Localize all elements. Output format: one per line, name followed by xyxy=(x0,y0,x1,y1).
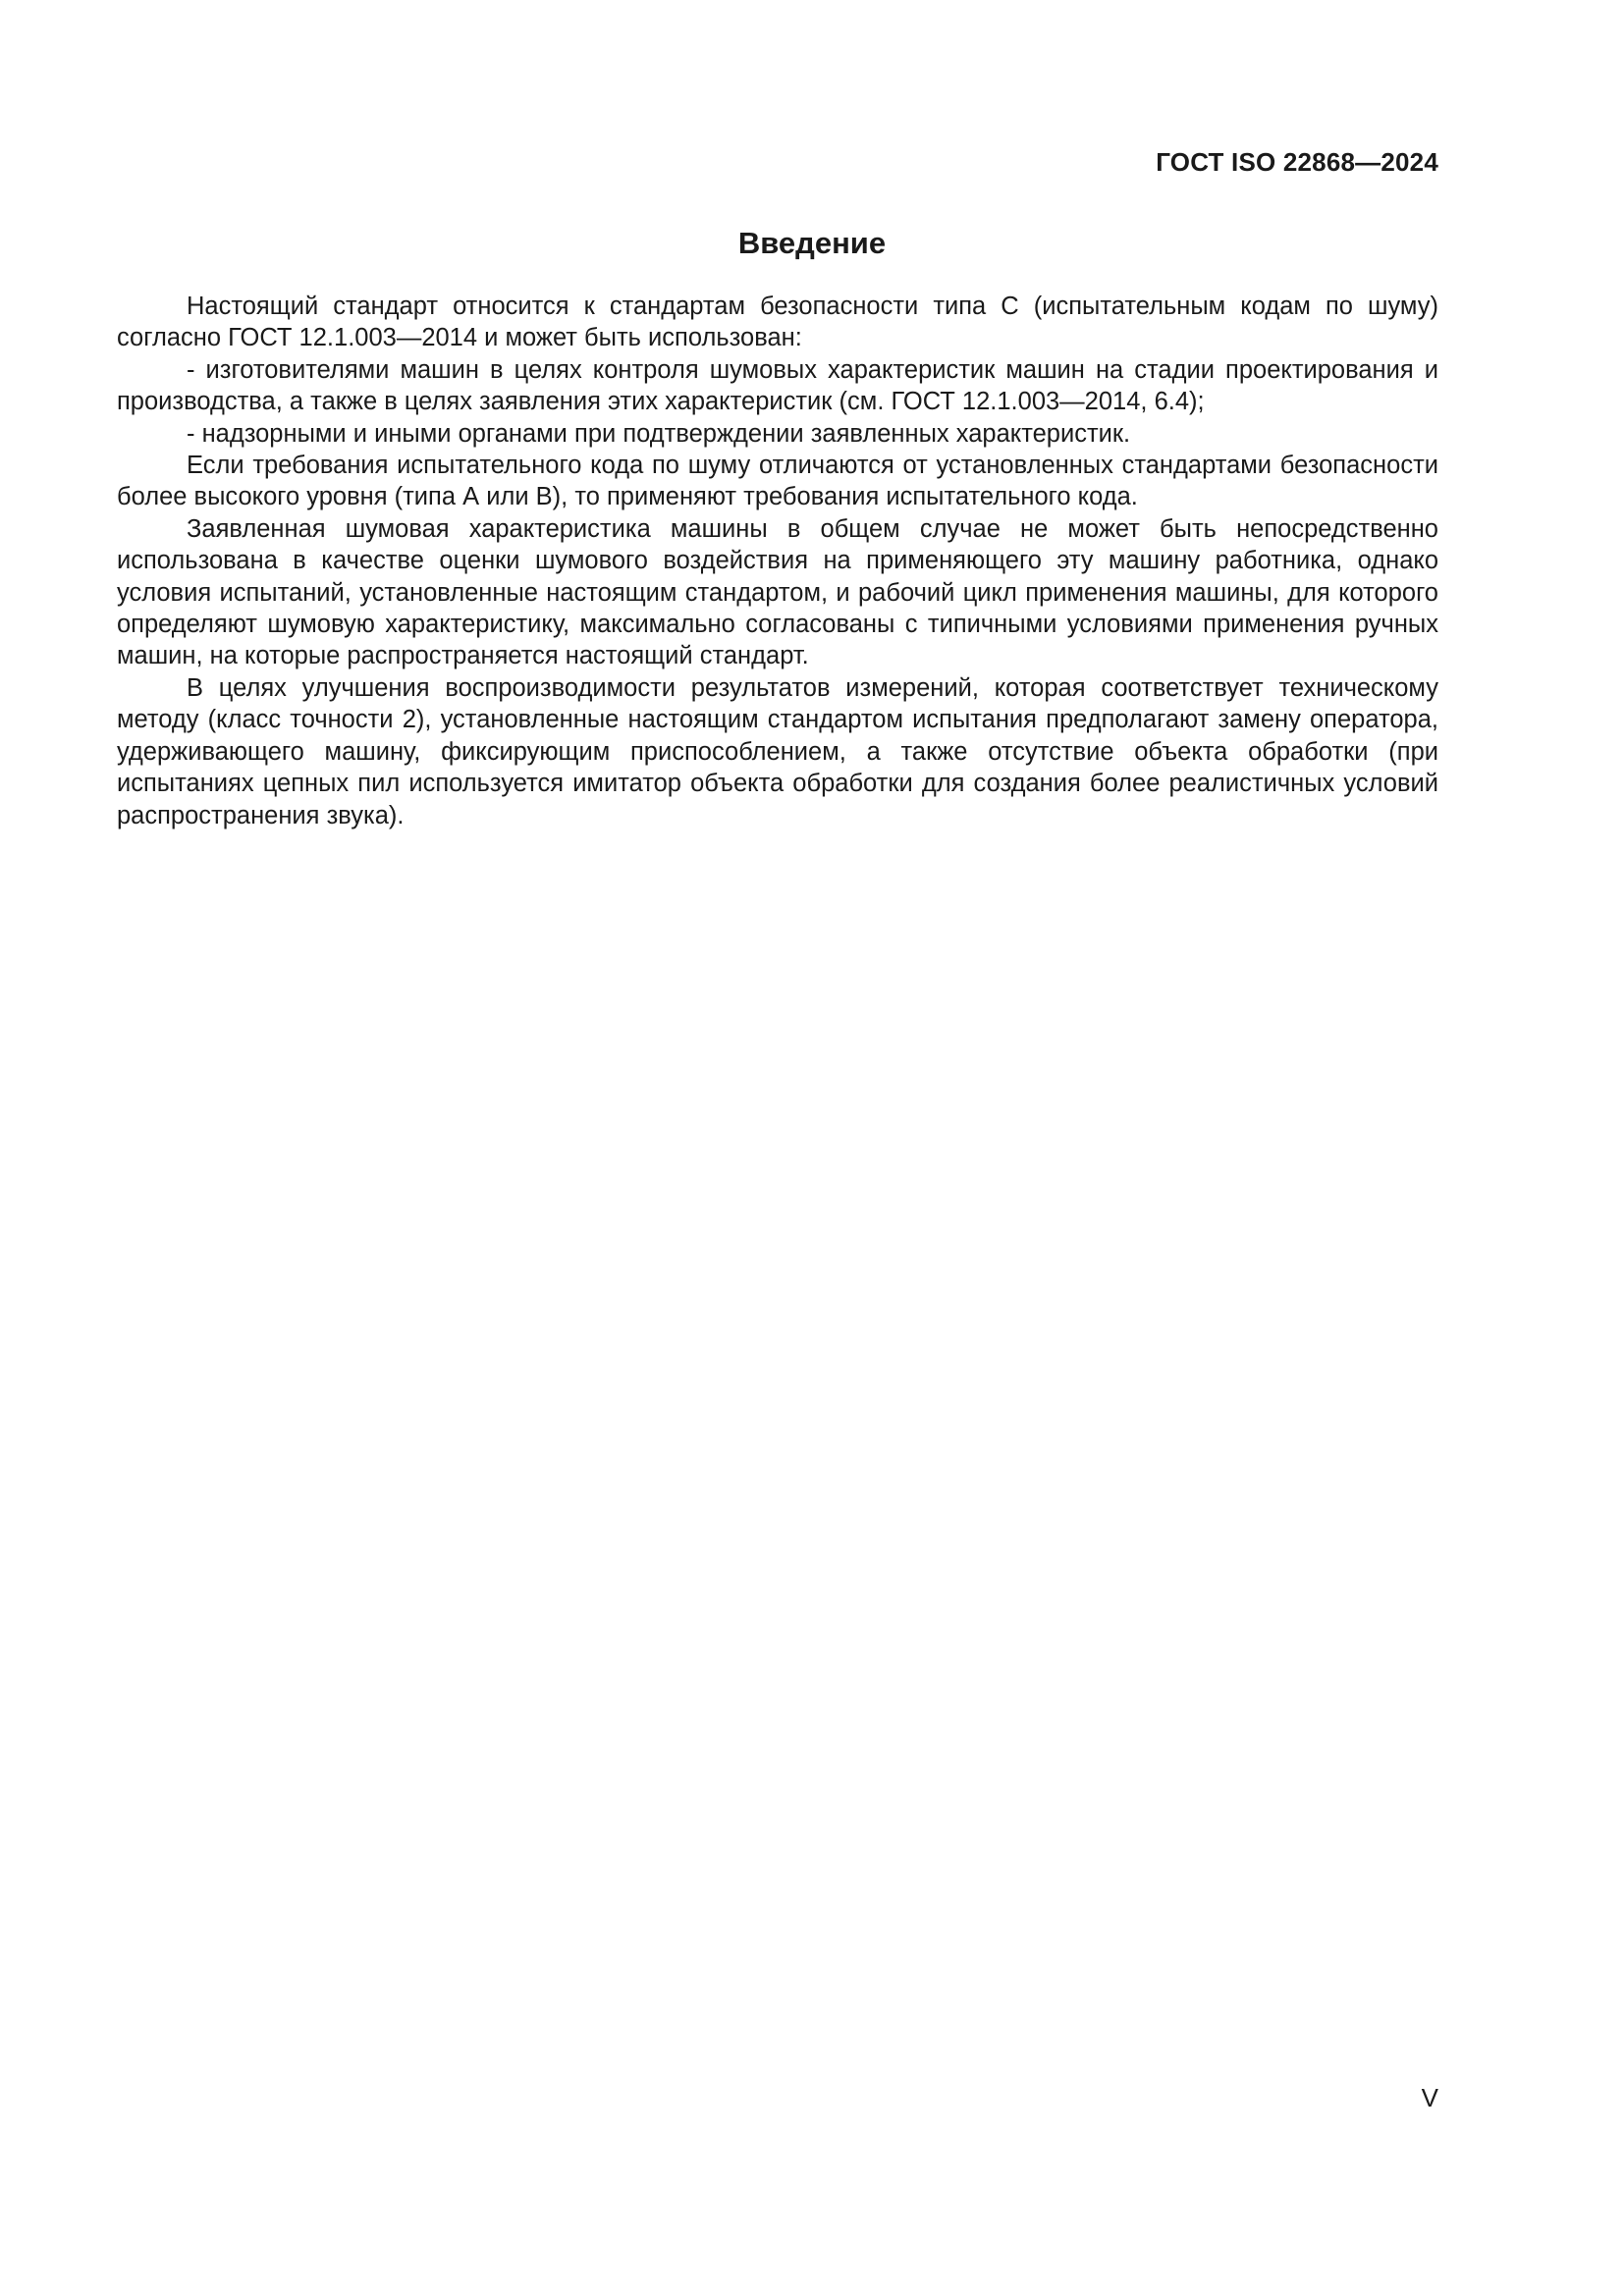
paragraph: В целях улучшения воспроизводимости результатов измерений, которая соответствует техническому методу (класс точности 2), установленные настоящим стандартом испытания предполагают замену оператора, удерживающего машину, фиксирующим приспособлением, а также отсутствие объекта обработки (при испытаниях цепных пил используется имитатор объекта обработки для создания более реалистичных условий распространения звука). xyxy=(117,673,1438,829)
list-item: - изготовителями машин в целях контроля шумовых характеристик машин на стадии проектирования и производства, а также в целях заявления этих характеристик (см. ГОСТ 12.1.003—2014, 6.4); xyxy=(117,355,1438,416)
paragraph: Если требования испытательного кода по шуму отличаются от установленных стандартами безопасности более высокого уровня (типа А или В), то применяют требования испытательного кода. xyxy=(117,452,1438,511)
section-body xyxy=(117,291,1438,831)
paragraph: Настоящий стандарт относится к стандартам безопасности типа С (испытательным кодам по шуму) согласно ГОСТ 12.1.003—2014 и может быть использован: xyxy=(117,293,1438,352)
paragraph: Заявленная шумовая характеристика машины в общем случае не может быть непосредственно использована в качестве оценки шумового воздействия на применяющего эту машину работника, однако условия испытаний, установленные настоящим стандартом, и рабочий цикл применения машины, для которого определяют шумовую характеристику, максимально согласованы с типичными условиями применения ручных машин, на которые распространяется настоящий стандарт. xyxy=(117,514,1438,670)
document-code: ГОСТ ISO 22868—2024 xyxy=(1156,147,1438,177)
section-title: Введение xyxy=(737,226,887,260)
list-item: - надзорными и иными органами при подтверждении заявленных характеристик. xyxy=(187,419,1131,448)
page-number: V xyxy=(1421,2083,1438,2112)
